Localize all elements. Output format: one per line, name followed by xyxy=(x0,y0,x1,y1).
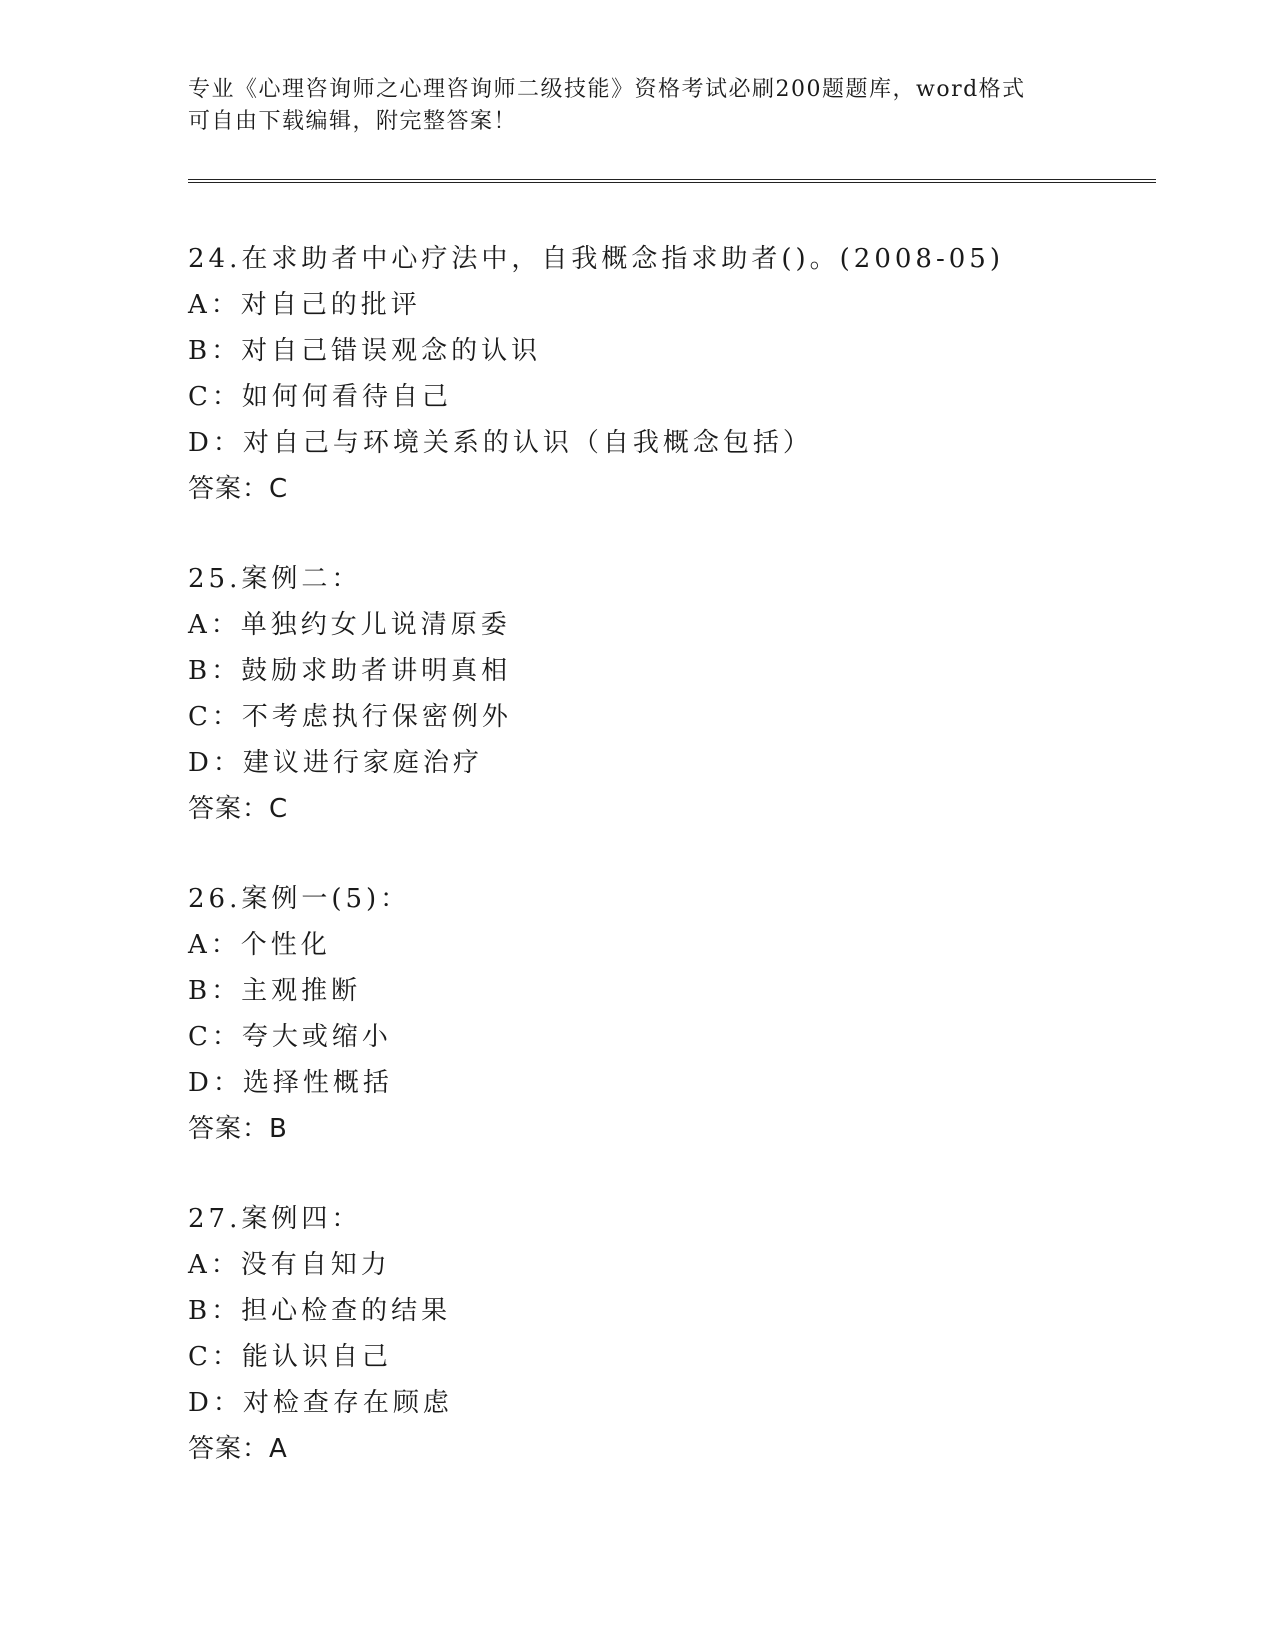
question-list xyxy=(188,236,1148,1516)
answer: 答案：A xyxy=(188,1434,288,1464)
option-d: D：对检查存在顾虑 xyxy=(188,1388,453,1418)
option-c: C：能认识自己 xyxy=(188,1342,392,1372)
option-d: D：对自己与环境关系的认识（自我概念包括） xyxy=(188,428,813,458)
question-stem: 27.案例四： xyxy=(188,1204,362,1234)
header-divider xyxy=(188,179,1156,183)
header-line-2: 可自由下载编辑，附完整答案！ xyxy=(188,109,518,134)
option-a: A：没有自知力 xyxy=(188,1250,391,1280)
question-25 xyxy=(188,556,1148,832)
option-c: C：夸大或缩小 xyxy=(188,1022,392,1052)
answer: 答案：C xyxy=(188,794,289,824)
option-c: C：不考虑执行保密例外 xyxy=(188,702,512,732)
answer: 答案：B xyxy=(188,1114,288,1144)
question-27 xyxy=(188,1196,1148,1472)
option-b: B：主观推断 xyxy=(188,976,362,1006)
option-b: B：对自己错误观念的认识 xyxy=(188,336,542,366)
question-stem: 26.案例一(5)： xyxy=(188,884,411,914)
document-header xyxy=(188,74,1088,138)
option-a: A：对自己的批评 xyxy=(188,290,421,320)
option-d: D：选择性概括 xyxy=(188,1068,393,1098)
option-b: B：担心检查的结果 xyxy=(188,1296,452,1326)
option-b: B：鼓励求助者讲明真相 xyxy=(188,656,512,686)
question-24 xyxy=(188,236,1148,512)
option-a: A：个性化 xyxy=(188,930,331,960)
option-c: C：如何何看待自己 xyxy=(188,382,452,412)
question-stem: 24.在求助者中心疗法中，自我概念指求助者()。(2008-05) xyxy=(188,244,1004,274)
option-a: A：单独约女儿说清原委 xyxy=(188,610,511,640)
option-d: D：建议进行家庭治疗 xyxy=(188,748,483,778)
question-stem: 25.案例二： xyxy=(188,564,362,594)
header-line-1: 专业《心理咨询师之心理咨询师二级技能》资格考试必刷200题题库，word格式 xyxy=(188,77,1026,102)
question-26 xyxy=(188,876,1148,1152)
answer: 答案：C xyxy=(188,474,289,504)
